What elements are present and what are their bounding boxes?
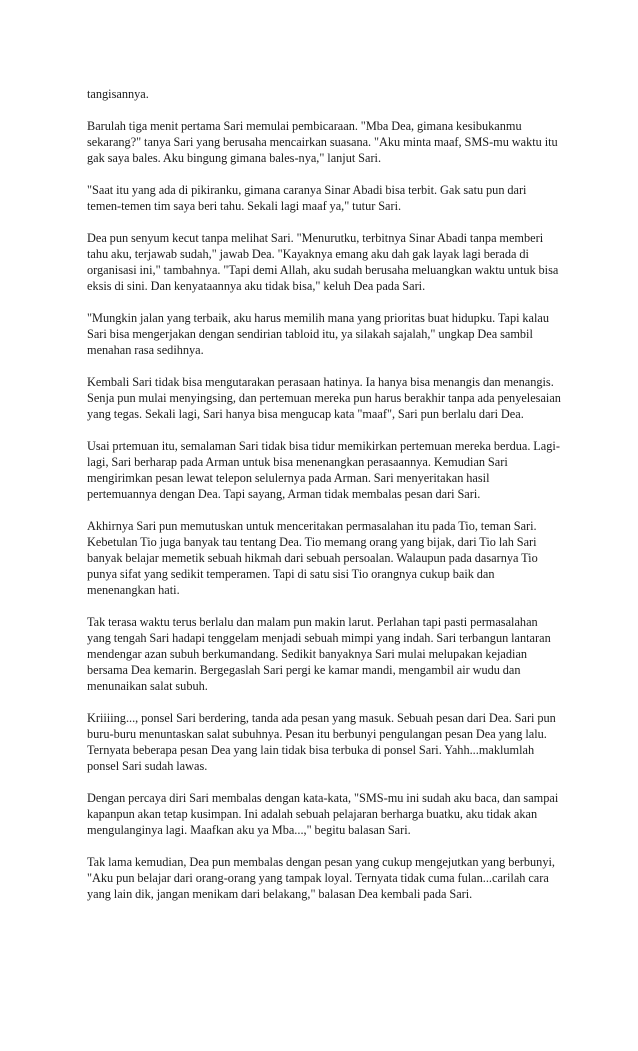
paragraph: Tak lama kemudian, Dea pun membalas dengan pesan yang cukup mengejutkan yang berbunyi, "Aku pun belajar dari orang-orang yang tampak loyal. Ternyata tidak cuma fulan...carilah cara yang lain dik, jangan menikam dari belakang," balasan Dea kembali pada Sari. [87,855,555,901]
paragraph: Akhirnya Sari pun memutuskan untuk menceritakan permasalahan itu pada Tio, teman Sari. Kebetulan Tio juga banyak tau tentang Dea. Tio memang orang yang bijak, dari Tio lah Sari banyak belajar memetik sebuah hikmah dari sebuah persoalan. Walaupun pada dasarnya Tio punya sifat yang sedikit temperamen. Tapi di satu sisi Tio orangnya cukup baik dan menenangkan hati. [87,519,538,597]
paragraph: "Mungkin jalan yang terbaik, aku harus memilih mana yang prioritas buat hidupku. Tapi kalau Sari bisa mengerjakan dengan sendirian tabloid itu, ya silakah sajalah," ungkap Dea sambil menahan rasa sedihnya. [87,311,550,357]
document-body [87,86,562,902]
paragraph: "Saat itu yang ada di pikiranku, gimana caranya Sinar Abadi bisa terbit. Gak satu pun dari temen-temen tim saya beri tahu. Sekali lagi maaf ya," tutur Sari. [87,183,527,213]
paragraph: Barulah tiga menit pertama Sari memulai pembicaraan. "Mba Dea, gimana kesibukanmu sekarang?" tanya Sari yang berusaha mencairkan suasana. "Aku minta maaf, SMS-mu waktu itu gak saya bales. Aku bingung gimana bales-nya," lanjut Sari. [87,119,558,165]
paragraph: Dengan percaya diri Sari membalas dengan kata-kata, "SMS-mu ini sudah aku baca, dan sampai kapanpun akan tetap kusimpan. Ini adalah sebuah pelajaran berharga buatku, aku tidak akan mengulanginya lagi. Maafkan aku ya Mba...," begitu balasan Sari. [87,791,559,837]
paragraph: Dea pun senyum kecut tanpa melihat Sari. "Menurutku, terbitnya Sinar Abadi tanpa memberi tahu aku, terjawab sudah," jawab Dea. "Kayaknya emang aku dah gak layak lagi berada di organisasi ini," tambahnya. "Tapi demi Allah, aku sudah berusaha meluangkan waktu untuk bisa eksis di sini. Dan kenyataannya aku tidak bisa," keluh Dea pada Sari. [87,231,559,293]
paragraph: Kembali Sari tidak bisa mengutarakan perasaan hatinya. Ia hanya bisa menangis dan menangis. Senja pun mulai menyingsing, dan pertemuan mereka pun harus berakhir tanpa ada penyelesaian yang tegas. Sekali lagi, Sari hanya bisa mengucap kata "maaf", Sari pun berlalu dari Dea. [87,375,561,421]
paragraph: Kriiiing..., ponsel Sari berdering, tanda ada pesan yang masuk. Sebuah pesan dari Dea. Sari pun buru-buru menuntaskan salat subuhnya. Pesan itu berbunyi pengulangan pesan Dea yang lalu. Ternyata beberapa pesan Dea yang lain tidak bisa terbuka di ponsel Sari. Yahh...maklumlah ponsel Sari sudah lawas. [87,711,556,773]
paragraph: Usai prtemuan itu, semalaman Sari tidak bisa tidur memikirkan pertemuan mereka berdua. Lagi-lagi, Sari berharap pada Arman untuk bisa menenangkan perasaannya. Kemudian Sari mengirimkan pesan lewat telepon selulernya pada Arman. Sari menyeritakan hasil pertemuannya dengan Dea. Tapi sayang, Arman tidak membalas pesan dari Sari. [87,439,560,501]
paragraph: Tak terasa waktu terus berlalu dan malam pun makin larut. Perlahan tapi pasti permasalahan yang tengah Sari hadapi tenggelam menjadi sebuah mimpi yang indah. Sari terbangun lantaran mendengar azan subuh berkumandang. Sedikit banyaknya Sari mulai melupakan kejadian bersama Dea kemarin. Bergegaslah Sari pergi ke kamar mandi, mengambil air wudu dan menunaikan salat subuh. [87,615,551,693]
paragraph: tangisannya. [87,87,149,101]
